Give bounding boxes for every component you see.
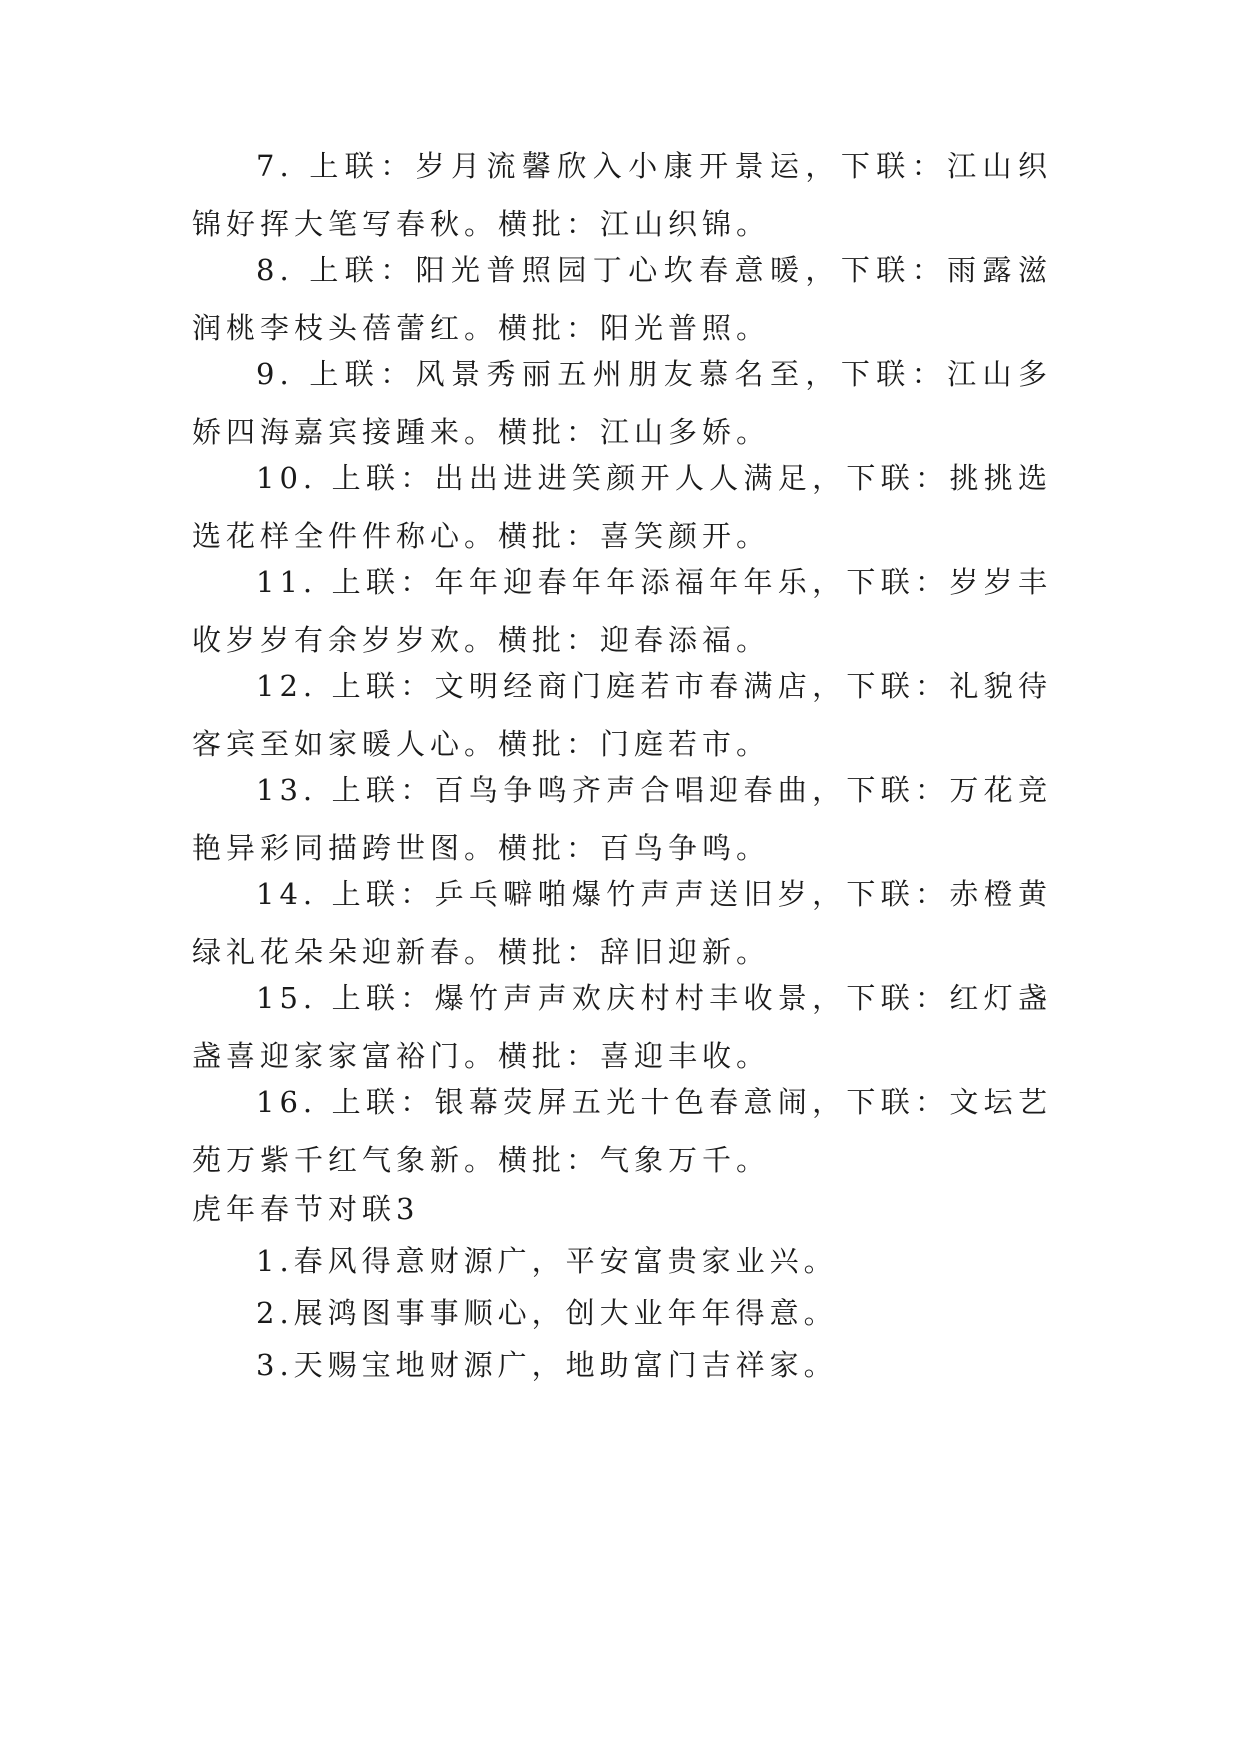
couplet-number: 15.	[256, 981, 318, 1015]
couplet-number: 3.	[256, 1348, 294, 1382]
couplet-item-13	[192, 761, 1052, 877]
section-heading: 虎年春节对联3	[192, 1192, 420, 1226]
couplet-number: 1.	[256, 1244, 294, 1278]
couplet-text: 上联：银幕荧屏五光十色春意闹，下联：文坛艺苑万紫千红气象新。横批：气象万千。	[192, 1085, 1052, 1177]
short-couplet-2	[192, 1284, 1052, 1342]
couplet-item-8	[192, 241, 1052, 357]
couplet-number: 10.	[256, 461, 318, 495]
couplet-item-11	[192, 553, 1052, 669]
couplet-text: 上联：乒乓噼啪爆竹声声送旧岁，下联：赤橙黄绿礼花朵朵迎新春。横批：辞旧迎新。	[192, 877, 1052, 969]
couplet-text: 春风得意财源广，平安富贵家业兴。	[293, 1244, 838, 1278]
couplet-item-14	[192, 865, 1052, 981]
couplet-number: 2.	[256, 1296, 294, 1330]
couplet-item-7	[192, 137, 1052, 253]
couplet-number: 9.	[256, 357, 294, 391]
couplet-text: 上联：文明经商门庭若市春满店，下联：礼貌待客宾至如家暖人心。横批：门庭若市。	[192, 669, 1052, 761]
couplet-number: 16.	[256, 1085, 318, 1119]
couplet-item-9	[192, 345, 1052, 461]
couplet-item-12	[192, 657, 1052, 773]
couplet-text: 上联：阳光普照园丁心坎春意暖，下联：雨露滋润桃李枝头蓓蕾红。横批：阳光普照。	[192, 253, 1052, 345]
couplet-text: 上联：百鸟争鸣齐声合唱迎春曲，下联：万花竞艳异彩同描跨世图。横批：百鸟争鸣。	[192, 773, 1052, 865]
couplet-item-15	[192, 969, 1052, 1085]
couplet-number: 8.	[256, 253, 294, 287]
couplet-text: 上联：岁月流馨欣入小康开景运，下联：江山织锦好挥大笔写春秋。横批：江山织锦。	[192, 149, 1052, 241]
couplet-number: 13.	[256, 773, 318, 807]
couplet-text: 展鸿图事事顺心，创大业年年得意。	[293, 1296, 838, 1330]
couplet-item-10	[192, 449, 1052, 565]
short-couplet-1	[192, 1232, 1052, 1290]
couplet-number: 7.	[256, 149, 294, 183]
couplet-text: 上联：年年迎春年年添福年年乐，下联：岁岁丰收岁岁有余岁岁欢。横批：迎春添福。	[192, 565, 1052, 657]
short-couplet-3	[192, 1336, 1052, 1394]
couplet-number: 12.	[256, 669, 318, 703]
couplet-text: 天赐宝地财源广，地助富门吉祥家。	[293, 1348, 838, 1382]
couplet-text: 上联：爆竹声声欢庆村村丰收景，下联：红灯盏盏喜迎家家富裕门。横批：喜迎丰收。	[192, 981, 1052, 1073]
couplet-number: 11.	[256, 565, 318, 599]
couplet-item-16	[192, 1073, 1052, 1189]
couplet-text: 上联：出出进进笑颜开人人满足，下联：挑挑选选花样全件件称心。横批：喜笑颜开。	[192, 461, 1052, 553]
couplet-text: 上联：风景秀丽五州朋友慕名至，下联：江山多娇四海嘉宾接踵来。横批：江山多娇。	[192, 357, 1052, 449]
couplet-number: 14.	[256, 877, 318, 911]
